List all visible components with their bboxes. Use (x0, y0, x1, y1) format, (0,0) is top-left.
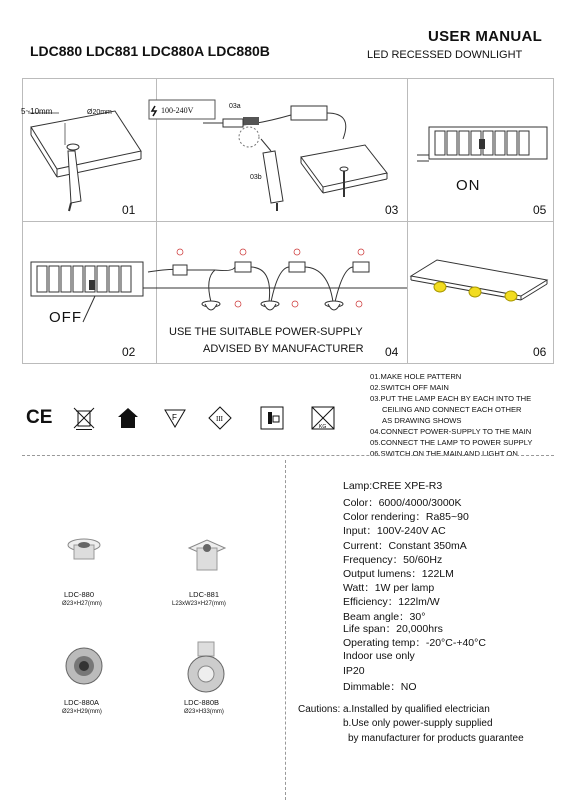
step-text: 05.CONNECT THE LAMP TO POWER SUPPLY (370, 438, 533, 447)
step-03a-label: 03a (229, 103, 241, 110)
step-text: 03.PUT THE LAMP EACH BY EACH INTO THE (370, 394, 532, 403)
manual-title: USER MANUAL (428, 28, 543, 45)
panel-number: 05 (533, 203, 547, 217)
ce-mark-icon: CE (26, 407, 53, 428)
spec-color: Color：6000/4000/3000K (343, 497, 462, 509)
spec-input: Input：100V-240V AC (343, 525, 446, 537)
kg-text: KG (319, 424, 327, 430)
ldc-880b-product-image (184, 640, 228, 696)
class-iii-icon (208, 406, 232, 430)
step-text: 04.CONNECT POWER-SUPPLY TO THE MAIN (370, 427, 532, 436)
spec-operating-temp: Operating temp：-20°C-+40°C (343, 637, 486, 649)
lights-on-diagram (407, 222, 553, 363)
step-panel-02 (22, 221, 157, 364)
spec-lamp: Lamp:CREE XPE-R3 (343, 480, 443, 492)
product-name: LDC-881 (189, 590, 220, 599)
manual-subtitle: LED RECESSED DOWNLIGHT (367, 49, 523, 61)
switch-on-diagram (407, 79, 553, 221)
panel-number: 02 (122, 345, 136, 359)
switch-state-off: OFF (49, 309, 82, 326)
step-panel-03 (143, 78, 408, 222)
class-iii-text: III (216, 415, 223, 423)
product-dimensions: L23xW23×H27(mm) (172, 601, 226, 607)
step-text: 02.SWITCH OFF MAIN (370, 383, 449, 392)
depth-label: 5~10mm (21, 107, 53, 116)
spec-output-lumens: Output lumens：122LM (343, 568, 454, 580)
product-name: LDC-880 (64, 590, 95, 599)
ldc-880-product-image (64, 530, 104, 578)
step-text: 01.MAKE HOLE PATTERN (370, 372, 462, 381)
switch-off-diagram (23, 222, 156, 363)
product-dimensions: Ø23×H27(mm) (62, 601, 102, 607)
f-mark-text: F (172, 413, 177, 422)
product-dimensions: Ø23×H33(mm) (184, 709, 224, 715)
panel-number: 01 (122, 203, 136, 217)
switch-state-on: ON (456, 177, 481, 194)
spec-dimmable: Dimmable：NO (343, 681, 417, 693)
spec-current: Current：Constant 350mA (343, 540, 467, 552)
step-panel-06 (407, 221, 554, 364)
caution-line-a: Cautions: a.Installed by qualified electrician (298, 704, 490, 715)
caution-line-c: by manufacturer for products guarantee (348, 733, 524, 744)
product-dimensions: Ø23×H29(mm) (62, 709, 102, 715)
step-panel-05 (407, 78, 554, 222)
power-supply-notice-line2: ADVISED BY MANUFACTURER (203, 343, 364, 355)
hole-pattern-diagram (23, 79, 156, 221)
step-text: AS DRAWING SHOWS (382, 416, 462, 425)
voltage-label: 100-240V (161, 106, 194, 115)
step-03b-label: 03b (250, 174, 262, 181)
spec-indoor: Indoor use only (343, 650, 415, 662)
spec-color-rendering: Color rendering：Ra85~90 (343, 511, 469, 523)
installation-steps (370, 371, 532, 459)
spec-life-span: Life span：20,000hrs (343, 623, 443, 635)
panel-number: 06 (533, 345, 547, 359)
f-mark-icon (163, 406, 187, 430)
ldc-880a-product-image (62, 644, 106, 694)
product-name: LDC-880A (64, 698, 100, 707)
panel-number: 03 (385, 203, 399, 217)
section-divider (22, 455, 554, 456)
step-text: CEILING AND CONNECT EACH OTHER (382, 405, 522, 414)
column-divider (285, 460, 286, 800)
panel-number: 04 (385, 345, 399, 359)
spec-beam-angle: Beam angle：30° (343, 611, 426, 623)
caution-line-b: b.Use only power-supply supplied (343, 718, 493, 729)
product-name: LDC-880B (184, 698, 220, 707)
model-numbers: LDC880 LDC881 LDC880A LDC880B (30, 43, 270, 59)
spec-frequency: Frequency：50/60Hz (343, 554, 443, 566)
weee-bin-icon (72, 406, 96, 430)
ldc-881-product-image (185, 530, 229, 580)
step-text: 06.SWITCH ON THE MAIN AND LIGHT ON (370, 449, 518, 458)
spec-ip-rating: IP20 (343, 665, 365, 677)
step-panel-01 (22, 78, 157, 222)
power-supply-notice-line1: USE THE SUITABLE POWER-SUPPLY (169, 326, 363, 338)
temperature-rating-icon (260, 406, 284, 430)
no-insulation-cover-icon (311, 406, 335, 430)
spec-efficiency: Efficiency：122lm/W (343, 596, 440, 608)
diameter-label: Ø20mm (87, 109, 112, 116)
indoor-use-icon (116, 406, 140, 430)
spec-watt: Watt：1W per lamp (343, 582, 435, 594)
chain-wiring-diagram (143, 222, 407, 363)
connection-diagram (143, 79, 407, 221)
step-panel-04 (143, 221, 408, 364)
